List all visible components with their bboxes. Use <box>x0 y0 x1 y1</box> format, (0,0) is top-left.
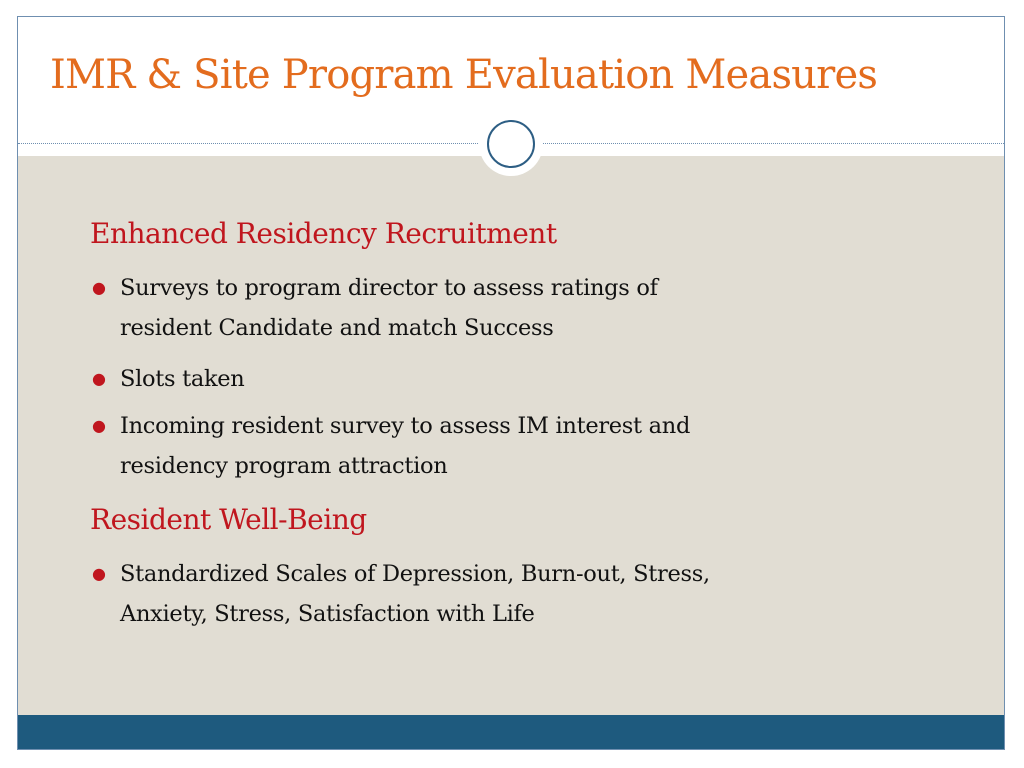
bullet-text: Incoming resident survey to assess IM interest and residency program attraction <box>120 413 691 479</box>
bullet-item <box>90 359 930 399</box>
content-area <box>18 156 1004 717</box>
slide <box>17 16 1005 750</box>
bullet-item <box>90 406 930 486</box>
slide-title: IMR & Site Program Evaluation Measures <box>50 52 878 98</box>
bullet-dot-icon: ● <box>92 564 106 583</box>
ornament-outer-ring <box>487 120 535 168</box>
bullet-text: Slots taken <box>120 366 245 392</box>
bullet-dot-icon: ● <box>92 369 106 388</box>
bullet-dot-icon: ● <box>92 278 106 297</box>
bullet-item <box>90 554 930 634</box>
footer-bar <box>18 715 1004 749</box>
circle-ornament-icon <box>479 112 543 176</box>
section-heading-well-being: Resident Well-Being <box>90 503 367 536</box>
bullet-text: Surveys to program director to assess ratings of resident Candidate and match Success <box>120 275 658 341</box>
bullet-dot-icon: ● <box>92 416 106 435</box>
bullet-item <box>90 268 930 348</box>
bullet-text: Standardized Scales of Depression, Burn-out, Stress, Anxiety, Stress, Satisfaction with Life <box>120 561 710 627</box>
section-heading-recruitment: Enhanced Residency Recruitment <box>90 217 557 250</box>
